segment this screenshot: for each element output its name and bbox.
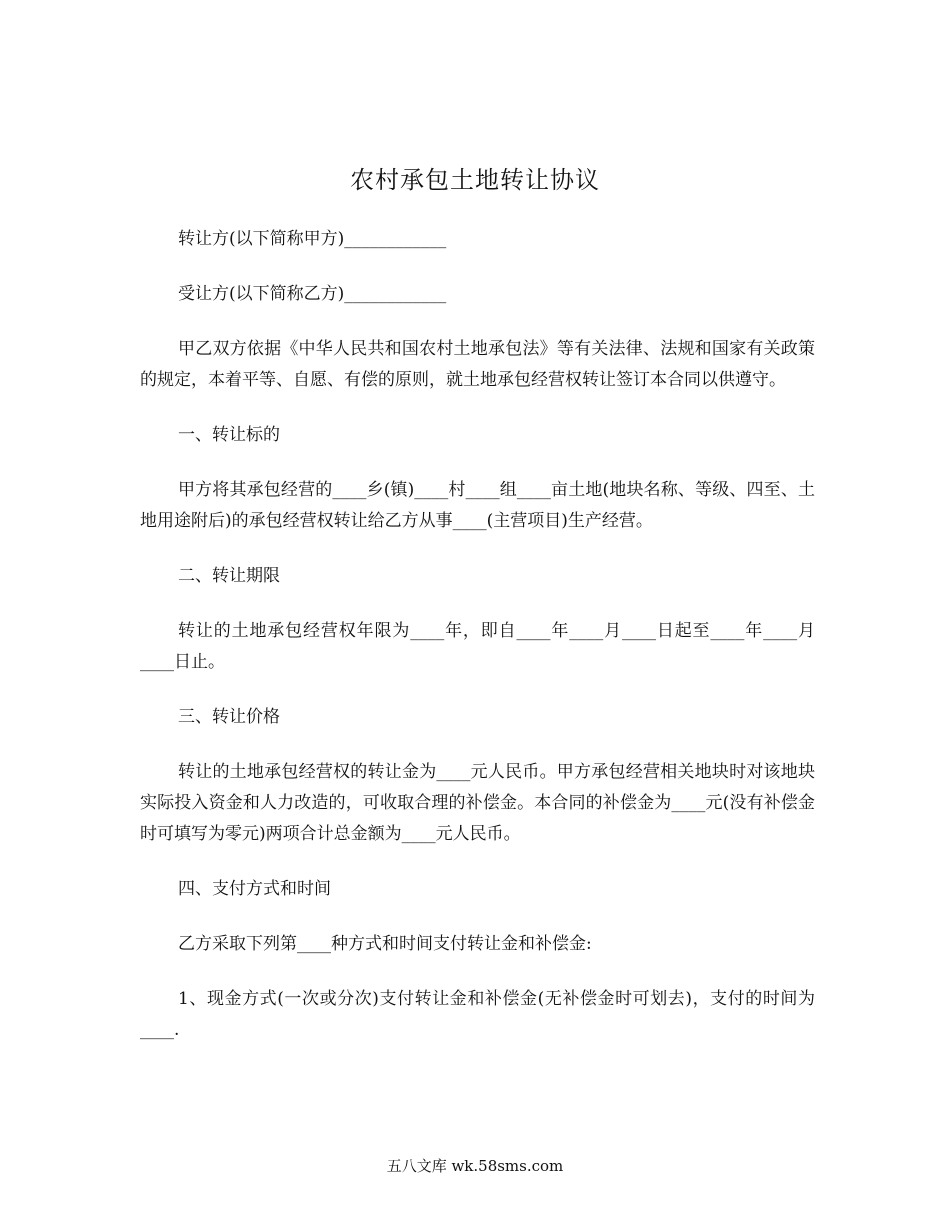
cash-payment-paragraph: 1、现金方式(一次或分次)支付转让金和补偿金(无补偿金时可划去)，支付的时间为____. (140, 989, 815, 1040)
transferor-line: 转让方(以下简称甲方)____________ (178, 229, 447, 249)
section-heading-term: 二、转让期限 (178, 566, 280, 586)
document-title: 农村承包土地转让协议 (350, 166, 600, 194)
term-paragraph: 转让的土地承包经营权年限为____年，即自____年____月____日起至____年____月____日止。 (140, 621, 815, 672)
transferee-line: 受让方(以下简称乙方)____________ (178, 284, 447, 304)
section-heading-payment: 四、支付方式和时间 (178, 879, 331, 899)
price-paragraph: 转让的土地承包经营权的转让金为____元人民币。甲方承包经营相关地块时对该地块实际投入资金和人力改造的，可收取合理的补偿金。本合同的补偿金为____元(没有补偿金时可填写为零元)两项合计总金额为____元人民币。 (140, 762, 815, 844)
preamble-paragraph: 甲乙双方依据《中华人民共和国农村土地承包法》等有关法律、法规和国家有关政策的规定，本着平等、自愿、有偿的原则，就土地承包经营权转让签订本合同以供遵守。 (140, 339, 815, 390)
section-heading-price: 三、转让价格 (178, 707, 280, 727)
document-body (140, 224, 815, 1070)
subject-paragraph: 甲方将其承包经营的____乡(镇)____村____组____亩土地(地块名称、等级、四至、土地用途附后)的承包经营权转让给乙方从事____(主营项目)生产经营。 (140, 480, 815, 531)
payment-method-paragraph: 乙方采取下列第____种方式和时间支付转让金和补偿金: (178, 934, 592, 954)
footer-watermark: 五八文库 wk.58sms.com (386, 1157, 564, 1175)
section-heading-subject: 一、转让标的 (178, 425, 280, 445)
